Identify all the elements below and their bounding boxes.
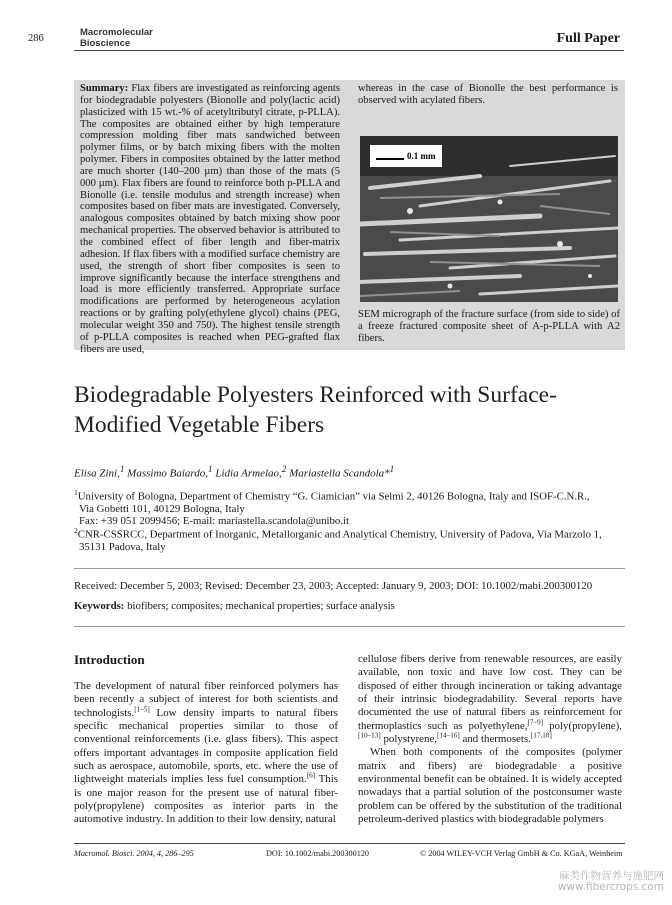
paragraph bbox=[358, 653, 622, 746]
rule-above-received bbox=[74, 568, 625, 569]
page-number: 286 bbox=[28, 33, 44, 44]
article-title: Biodegradable Polyesters Reinforced with Surface-Modified Vegetable Fibers bbox=[74, 382, 557, 438]
affiliation-1 bbox=[74, 487, 624, 527]
affiliation-line: University of Bologna, Department of Chemistry “G. Ciamician” via Selmi 2, 40126 Bologna, Italy and ISOF-C.N.R., bbox=[77, 490, 590, 503]
received-dates: Received: December 5, 2003; Revised: December 23, 2003; Accepted: January 9, 2003; DOI: 10.1002/mabi.200300120 bbox=[74, 580, 593, 592]
affiliation-line: Via Gobetti 101, 40129 Bologna, Italy bbox=[79, 502, 245, 515]
journal-name bbox=[80, 27, 153, 49]
affiliation-line: 35131 Padova, Italy bbox=[79, 540, 166, 553]
affiliation-contact: Fax: +39 051 2099456; E-mail: mariastella.scandola@unibo.it bbox=[79, 515, 350, 528]
text-run: polystyrene, bbox=[380, 733, 438, 746]
text-run: This is one major reason for the present use of natural fiber-poly(propylene) composites as interior parts in the automotive industry. In addition to their low density, natural bbox=[74, 773, 338, 826]
author-name: Mariastella Scandola* bbox=[289, 467, 390, 480]
watermark-line: www.fibercrops.com bbox=[557, 881, 664, 893]
affiliation-mark: 1 bbox=[74, 488, 78, 497]
summary-text-right: whereas in the case of Bionolle the best performance is observed with acylated fibers. bbox=[358, 83, 618, 106]
reference-mark: [10–13] bbox=[358, 731, 381, 740]
watermark bbox=[558, 871, 664, 893]
author-name: Massimo Baiardo, bbox=[127, 467, 209, 480]
body-column-left bbox=[74, 680, 338, 827]
rule-below-keywords bbox=[74, 626, 625, 627]
author-list bbox=[74, 464, 394, 480]
footer-doi: DOI: 10.1002/mabi.200300120 bbox=[266, 849, 370, 858]
summary-body-left: Flax fibers are investigated as reinforcing agents for biodegradable polyesters (Bionolle and poly(lactic acid) plasticized with 15 wt.-% of acetyltributyl citrate, p-PLLA). The composites are obtained either by high temperature compression molding fiber mats sandwiched between polymer films, or by batch mixing fibers with the molten polymer. Fibers in composites obtained by the latter method are much shorter (140–200 µm) than those of the mats (5 000 µm). Flax fibers are found to reinforce both p-PLLA and Bionolle (i.e. tensile modulus and strength increase) when composites based on fiber mats are investigated. Conversely, analogous composites obtained by batch mixing show poor mechanical properties. The observed behavior is attributed to the combined effect of fiber length and fiber-matrix adhesion. If flax fibers with a modified surface chemistry are used, the strength of short fiber composites is seen to improve significantly because the interface strengthens and load is more efficiently transferred. Appropriate surface modifications are performed by heterogeneous acylation reactions or by grafting poly(ethylene glycol) chains (PEG, molecular weight 350 and 750). The highest tensile strength of p-PLLA composites is reached when PEG-grafted flax fibers are used, bbox=[80, 83, 340, 355]
affiliation-mark: 2 bbox=[74, 526, 78, 535]
reference-mark: [6] bbox=[306, 771, 316, 780]
text-run: poly(propylene), bbox=[543, 719, 622, 732]
author-affiliation-mark: 2 bbox=[281, 464, 287, 474]
summary-label: Summary: bbox=[80, 83, 129, 94]
section-label: Full Paper bbox=[556, 31, 620, 46]
keywords bbox=[74, 600, 395, 612]
keywords-label: Keywords: bbox=[74, 600, 125, 612]
summary-text-left bbox=[80, 83, 340, 355]
text-run: Low density imparts to natural fibers specific mechanical properties similar to those of conventional reinforcements (i.e. glass fibers). This aspect offers important advantages in composite application field such as aerospace, automobile, sports, etc. where the use of lightweight materials implies less fuel consumption. bbox=[74, 706, 338, 786]
text-run: The development of natural fiber reinforced polymers has been recently a subject of interest for both scientists and technologists. bbox=[74, 680, 338, 719]
reference-mark: [7–9] bbox=[527, 718, 544, 727]
figure-caption: SEM micrograph of the fracture surface (from side to side) of a freeze fractured composite sheet of A-p-PLLA with A2 fibers. bbox=[358, 309, 620, 344]
author-affiliation-mark: 1 bbox=[119, 464, 125, 474]
watermark-line: 麻类作物营养与施肥网 bbox=[559, 870, 664, 882]
text-run: cellulose fibers derive from renewable resources, are easily available, non toxic and have low cost. They can be disposed of either through incineration or taking advantage of their intrinsic biodegradability. Several reports have documented the use of natural fibers as reinforcement for thermoplastics such as polyethylene, bbox=[358, 653, 622, 732]
text-run: and thermosets. bbox=[459, 733, 531, 746]
section-heading-introduction: Introduction bbox=[74, 652, 145, 667]
journal-name-line1: Macromolecular bbox=[80, 27, 153, 38]
footer-rule bbox=[74, 843, 625, 844]
reference-mark: [1–5] bbox=[134, 705, 150, 714]
header-rule bbox=[74, 50, 624, 51]
affiliation-line: CNR-CSSRCC, Department of Inorganic, Metallorganic and Analytical Chemistry, University of Padova, Via Marzolo 1, bbox=[77, 528, 602, 541]
keywords-list: biofibers; composites; mechanical properties; surface analysis bbox=[127, 600, 395, 612]
journal-name-line2: Bioscience bbox=[80, 38, 131, 49]
author-affiliation-mark: 1 bbox=[208, 464, 213, 474]
footer-citation: Macromol. Biosci. 2004, 4, 286–295 bbox=[74, 849, 194, 858]
reference-mark: [17,18] bbox=[530, 731, 552, 740]
paragraph: When both components of the composites (polymer matrix and fibers) are biodegradable a positive environmental benefit can be obtained. It is widely accepted nowadays that a partial solution of the postconsumer waste problem can be offered by the substitution of the traditional petroleum-derived plastics with biodegradable polymers bbox=[358, 746, 622, 826]
body-column-right bbox=[358, 653, 622, 826]
reference-mark: [14–16] bbox=[437, 731, 460, 740]
paragraph bbox=[74, 680, 338, 827]
author-name: Elisa Zini, bbox=[74, 467, 120, 480]
author-affiliation-mark: 1 bbox=[389, 464, 395, 474]
affiliation-2 bbox=[74, 525, 624, 553]
footer-copyright: © 2004 WILEY-VCH Verlag GmbH & Co. KGaA, Weinheim bbox=[420, 849, 623, 858]
scale-bar-line bbox=[376, 158, 404, 160]
scale-bar-label: 0.1 mm bbox=[407, 151, 436, 161]
author-name: Lidia Armelao, bbox=[215, 467, 282, 480]
